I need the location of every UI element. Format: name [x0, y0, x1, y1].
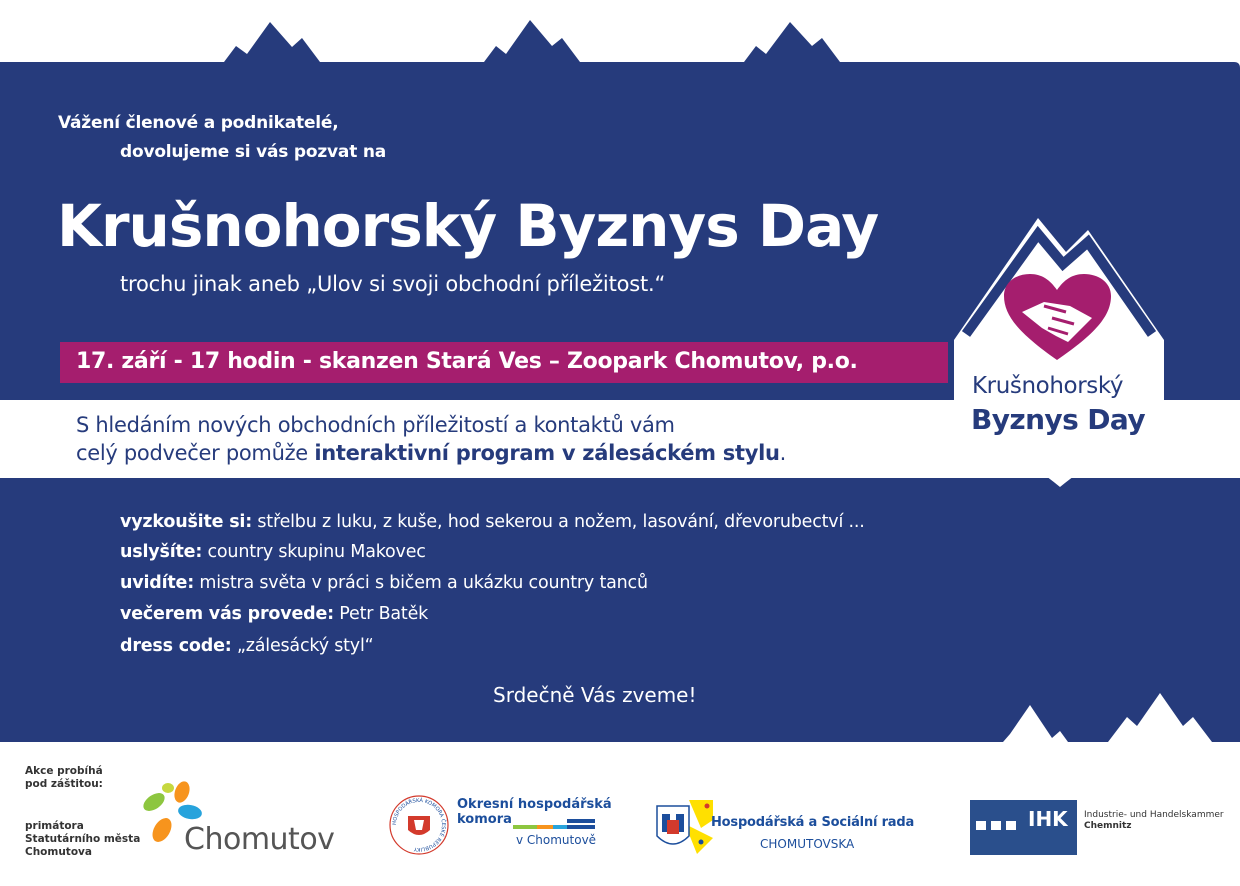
hkcr-seal-ring-text: HOSPODÁŘSKÁ KOMORA ČESKÉ REPUBLIKY: [391, 797, 447, 853]
intro-line2-end: .: [779, 441, 787, 465]
program-item-label: večerem vás provede:: [120, 604, 334, 624]
closing-line: Srdečně Vás zveme!: [493, 683, 697, 707]
intro-line2: [76, 441, 786, 465]
hkcr-seal-icon: [388, 794, 450, 856]
ihk-name-line2: Chemnitz: [1084, 821, 1132, 831]
hsr-name-line1: Hospodářská a Sociální rada: [711, 815, 915, 830]
program-item: [120, 636, 373, 656]
logo-text-line1: Krušnohorský: [972, 373, 1124, 399]
ohk-color-stripe: [513, 819, 595, 831]
program-item: [120, 542, 426, 562]
intro-line1: S hledáním nových obchodních příležitostí a kontaktů vám: [76, 413, 675, 437]
patronage-mayor: primátora Statutárního města Chomutova: [25, 820, 141, 858]
ihk-squares-icon: [976, 819, 1024, 831]
program-item-text: střelbu z luku, z kuše, hod sekerou a nožem, lasování, dřevorubectví ...: [252, 512, 865, 532]
ihk-name-line1: Industrie- und Handelskammer: [1084, 810, 1224, 820]
program-item-text: mistra světa v práci s bičem a ukázku country tanců: [194, 573, 648, 593]
handshake-heart-icon: [1000, 272, 1115, 362]
program-item-text: Petr Batěk: [333, 604, 429, 624]
ohk-name-line1: Okresní hospodářská: [457, 797, 612, 812]
event-subtitle: trochu jinak aneb „Ulov si svoji obchodní příležitost.“: [120, 272, 666, 296]
ohk-name-line2: komora: [457, 812, 512, 827]
program-item: [120, 604, 428, 624]
program-item-label: vyzkoušite si:: [120, 512, 253, 532]
program-item-text: „zálesácký styl“: [231, 636, 374, 656]
intro-line2-plain: celý podvečer pomůže: [76, 441, 315, 465]
greeting-line2: dovolujeme si vás pozvat na: [120, 142, 387, 162]
program-item-label: uvidíte:: [120, 573, 195, 593]
logo-text-line2: Byznys Day: [971, 403, 1146, 436]
program-item: [120, 512, 865, 532]
hsr-name-line2: CHOMUTOVSKA: [760, 837, 855, 851]
ihk-wordmark: IHK: [1028, 807, 1068, 831]
event-date-line: 17. září - 17 hodin - skanzen Stará Ves – Zoopark Chomutov, p.o.: [76, 349, 858, 374]
intro-line2-bold: interaktivní program v zálesáckém stylu: [314, 441, 780, 465]
chomutov-wordmark: Chomutov: [184, 822, 335, 857]
ohk-name-line3: v Chomutově: [516, 833, 597, 847]
event-title: Krušnohorský Byznys Day: [57, 192, 879, 260]
program-item-label: dress code:: [120, 636, 232, 656]
greeting-line1: Vážení členové a podnikatelé,: [58, 113, 339, 133]
chomutov-coat-of-arms-icon: [655, 798, 715, 856]
program-item: [120, 573, 648, 593]
patronage-label: Akce probíhá pod záštitou:: [25, 765, 103, 790]
program-item-text: country skupinu Makovec: [202, 542, 426, 562]
program-item-label: uslyšíte:: [120, 542, 203, 562]
